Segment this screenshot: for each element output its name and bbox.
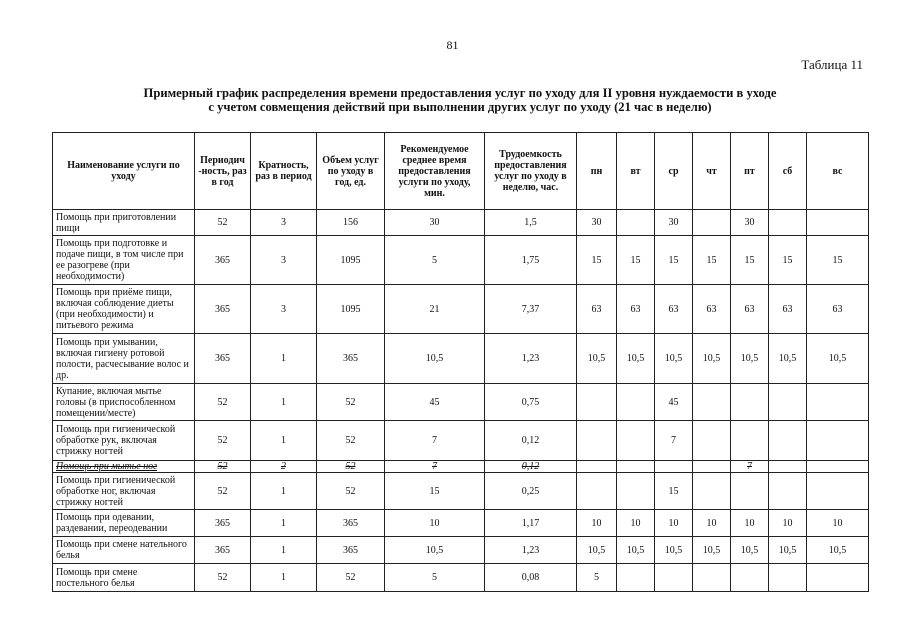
multiplicity-cell: 1 — [251, 564, 317, 592]
title-line-1: Примерный график распределения времени предоставления услуг по уходу для II уровня нуждаемости в уходе — [143, 86, 777, 100]
day-fri-cell: 10 — [731, 510, 769, 537]
day-sat-cell: 10,5 — [769, 537, 807, 564]
day-thu-cell — [693, 461, 731, 473]
labor-cell: 1,5 — [485, 210, 577, 236]
header-tue: вт — [617, 133, 655, 210]
labor-cell: 0,25 — [485, 473, 577, 510]
multiplicity-cell: 3 — [251, 210, 317, 236]
day-wed-cell: 10,5 — [655, 334, 693, 384]
table-row — [53, 461, 869, 473]
volume-cell: 365 — [317, 537, 385, 564]
day-sat-cell: 10 — [769, 510, 807, 537]
header-mon: пн — [577, 133, 617, 210]
header-multiplicity: Кратность, раз в период — [251, 133, 317, 210]
multiplicity-cell: 2 — [251, 461, 317, 473]
day-sun-cell: 15 — [807, 236, 869, 285]
time-cell: 7 — [385, 461, 485, 473]
day-wed-cell — [655, 461, 693, 473]
day-sat-cell: 10,5 — [769, 334, 807, 384]
header-sat: сб — [769, 133, 807, 210]
day-mon-cell — [577, 384, 617, 421]
day-thu-cell — [693, 384, 731, 421]
periodicity-cell: 52 — [195, 384, 251, 421]
labor-cell: 0,08 — [485, 564, 577, 592]
multiplicity-cell: 1 — [251, 334, 317, 384]
table-label: Таблица 11 — [801, 57, 863, 72]
day-mon-cell — [577, 473, 617, 510]
table-row — [53, 564, 869, 592]
day-mon-cell — [577, 421, 617, 461]
day-fri-cell: 63 — [731, 285, 769, 334]
day-thu-cell: 63 — [693, 285, 731, 334]
labor-cell: 1,23 — [485, 537, 577, 564]
table-body — [53, 210, 869, 592]
header-periodicity: Периодич -ность, раз в год — [195, 133, 251, 210]
time-cell: 7 — [385, 421, 485, 461]
day-fri-cell: 15 — [731, 236, 769, 285]
periodicity-cell: 365 — [195, 236, 251, 285]
services-table — [52, 132, 869, 592]
header-wed: ср — [655, 133, 693, 210]
day-thu-cell — [693, 421, 731, 461]
day-fri-cell — [731, 473, 769, 510]
periodicity-cell: 365 — [195, 537, 251, 564]
time-cell: 5 — [385, 564, 485, 592]
header-sun: вс — [807, 133, 869, 210]
day-wed-cell: 10 — [655, 510, 693, 537]
day-fri-cell: 10,5 — [731, 334, 769, 384]
table-row — [53, 473, 869, 510]
day-fri-cell: 7 — [731, 461, 769, 473]
labor-cell: 0,12 — [485, 461, 577, 473]
day-sun-cell — [807, 421, 869, 461]
day-sat-cell — [769, 421, 807, 461]
multiplicity-cell: 1 — [251, 537, 317, 564]
service-name-cell: Помощь при мытье ног — [53, 461, 195, 473]
table-row — [53, 285, 869, 334]
day-sat-cell — [769, 564, 807, 592]
title-line-2: с учетом совмещения действий при выполнении других услуг по уходу (21 час в неделю) — [208, 100, 712, 114]
time-cell: 10,5 — [385, 334, 485, 384]
table-title — [60, 86, 860, 114]
day-tue-cell: 10,5 — [617, 537, 655, 564]
day-mon-cell: 10 — [577, 510, 617, 537]
day-tue-cell — [617, 421, 655, 461]
header-row — [53, 133, 869, 210]
volume-cell: 156 — [317, 210, 385, 236]
day-wed-cell — [655, 564, 693, 592]
day-thu-cell: 10,5 — [693, 334, 731, 384]
service-name-cell: Помощь при гигиенической обработке рук, включая стрижку ногтей — [53, 421, 195, 461]
day-mon-cell: 5 — [577, 564, 617, 592]
day-tue-cell — [617, 473, 655, 510]
day-mon-cell: 10,5 — [577, 334, 617, 384]
header-service-name: Наименование услуги по уходу — [53, 133, 195, 210]
day-mon-cell — [577, 461, 617, 473]
header-fri: пт — [731, 133, 769, 210]
day-wed-cell: 7 — [655, 421, 693, 461]
day-sun-cell — [807, 473, 869, 510]
day-sun-cell — [807, 384, 869, 421]
day-sun-cell: 10 — [807, 510, 869, 537]
time-cell: 5 — [385, 236, 485, 285]
day-thu-cell — [693, 210, 731, 236]
day-wed-cell: 45 — [655, 384, 693, 421]
service-name-cell: Помощь при умывании, включая гигиену ротовой полости, расчесывание волос и др. — [53, 334, 195, 384]
table-row — [53, 236, 869, 285]
time-cell: 21 — [385, 285, 485, 334]
day-fri-cell: 10,5 — [731, 537, 769, 564]
day-tue-cell: 10 — [617, 510, 655, 537]
day-thu-cell — [693, 564, 731, 592]
day-sun-cell: 10,5 — [807, 537, 869, 564]
day-fri-cell: 30 — [731, 210, 769, 236]
service-name-cell: Помощь при одевании, раздевании, переодевании — [53, 510, 195, 537]
day-thu-cell: 10,5 — [693, 537, 731, 564]
table-row — [53, 510, 869, 537]
volume-cell: 365 — [317, 334, 385, 384]
day-tue-cell: 10,5 — [617, 334, 655, 384]
periodicity-cell: 52 — [195, 421, 251, 461]
volume-cell: 52 — [317, 461, 385, 473]
table-row — [53, 421, 869, 461]
volume-cell: 1095 — [317, 236, 385, 285]
day-mon-cell: 15 — [577, 236, 617, 285]
service-name-cell: Купание, включая мытье головы (в приспособленном помещении/месте) — [53, 384, 195, 421]
time-cell: 10 — [385, 510, 485, 537]
day-tue-cell: 15 — [617, 236, 655, 285]
service-name-cell: Помощь при гигиенической обработке ног, включая стрижку ногтей — [53, 473, 195, 510]
multiplicity-cell: 3 — [251, 285, 317, 334]
labor-cell: 7,37 — [485, 285, 577, 334]
day-sun-cell: 10,5 — [807, 334, 869, 384]
service-name-cell: Помощь при приёме пищи, включая соблюдение диеты (при необходимости) и питьевого режима — [53, 285, 195, 334]
labor-cell: 1,23 — [485, 334, 577, 384]
time-cell: 45 — [385, 384, 485, 421]
volume-cell: 52 — [317, 421, 385, 461]
day-tue-cell — [617, 384, 655, 421]
labor-cell: 0,75 — [485, 384, 577, 421]
page-number: 81 — [446, 38, 459, 52]
periodicity-cell: 52 — [195, 473, 251, 510]
day-sat-cell — [769, 461, 807, 473]
volume-cell: 365 — [317, 510, 385, 537]
day-wed-cell: 15 — [655, 473, 693, 510]
multiplicity-cell: 1 — [251, 421, 317, 461]
multiplicity-cell: 3 — [251, 236, 317, 285]
service-name-cell: Помощь при смене постельного белья — [53, 564, 195, 592]
multiplicity-cell: 1 — [251, 384, 317, 421]
time-cell: 10,5 — [385, 537, 485, 564]
day-mon-cell: 63 — [577, 285, 617, 334]
table-row — [53, 537, 869, 564]
day-fri-cell — [731, 384, 769, 421]
header-recommended-time: Рекомендуемое среднее время предоставления услуги по уходу, мин. — [385, 133, 485, 210]
day-fri-cell — [731, 421, 769, 461]
day-sun-cell: 63 — [807, 285, 869, 334]
day-wed-cell: 10,5 — [655, 537, 693, 564]
periodicity-cell: 365 — [195, 285, 251, 334]
day-sat-cell: 63 — [769, 285, 807, 334]
volume-cell: 52 — [317, 564, 385, 592]
time-cell: 15 — [385, 473, 485, 510]
day-wed-cell: 15 — [655, 236, 693, 285]
table-row — [53, 334, 869, 384]
day-sun-cell — [807, 210, 869, 236]
day-sat-cell: 15 — [769, 236, 807, 285]
labor-cell: 1,17 — [485, 510, 577, 537]
day-thu-cell: 15 — [693, 236, 731, 285]
day-mon-cell: 10,5 — [577, 537, 617, 564]
multiplicity-cell: 1 — [251, 473, 317, 510]
time-cell: 30 — [385, 210, 485, 236]
table-row — [53, 210, 869, 236]
day-fri-cell — [731, 564, 769, 592]
periodicity-cell: 52 — [195, 461, 251, 473]
header-labor: Трудоемкость предоставления услуг по уходу в неделю, час. — [485, 133, 577, 210]
day-tue-cell: 63 — [617, 285, 655, 334]
volume-cell: 52 — [317, 473, 385, 510]
day-wed-cell: 63 — [655, 285, 693, 334]
periodicity-cell: 365 — [195, 510, 251, 537]
periodicity-cell: 52 — [195, 210, 251, 236]
periodicity-cell: 52 — [195, 564, 251, 592]
day-tue-cell — [617, 564, 655, 592]
table-row — [53, 384, 869, 421]
service-name-cell: Помощь при смене нательного белья — [53, 537, 195, 564]
labor-cell: 1,75 — [485, 236, 577, 285]
header-volume: Объем услуг по уходу в год, ед. — [317, 133, 385, 210]
day-sat-cell — [769, 384, 807, 421]
header-thu: чт — [693, 133, 731, 210]
labor-cell: 0,12 — [485, 421, 577, 461]
day-sun-cell — [807, 461, 869, 473]
service-name-cell: Помощь при приготовлении пищи — [53, 210, 195, 236]
day-thu-cell: 10 — [693, 510, 731, 537]
day-thu-cell — [693, 473, 731, 510]
day-sun-cell — [807, 564, 869, 592]
volume-cell: 52 — [317, 384, 385, 421]
day-sat-cell — [769, 473, 807, 510]
service-name-cell: Помощь при подготовке и подаче пищи, в том числе при ее разогреве (при необходимости) — [53, 236, 195, 285]
multiplicity-cell: 1 — [251, 510, 317, 537]
periodicity-cell: 365 — [195, 334, 251, 384]
day-tue-cell — [617, 210, 655, 236]
day-wed-cell: 30 — [655, 210, 693, 236]
day-tue-cell — [617, 461, 655, 473]
day-sat-cell — [769, 210, 807, 236]
day-mon-cell: 30 — [577, 210, 617, 236]
volume-cell: 1095 — [317, 285, 385, 334]
